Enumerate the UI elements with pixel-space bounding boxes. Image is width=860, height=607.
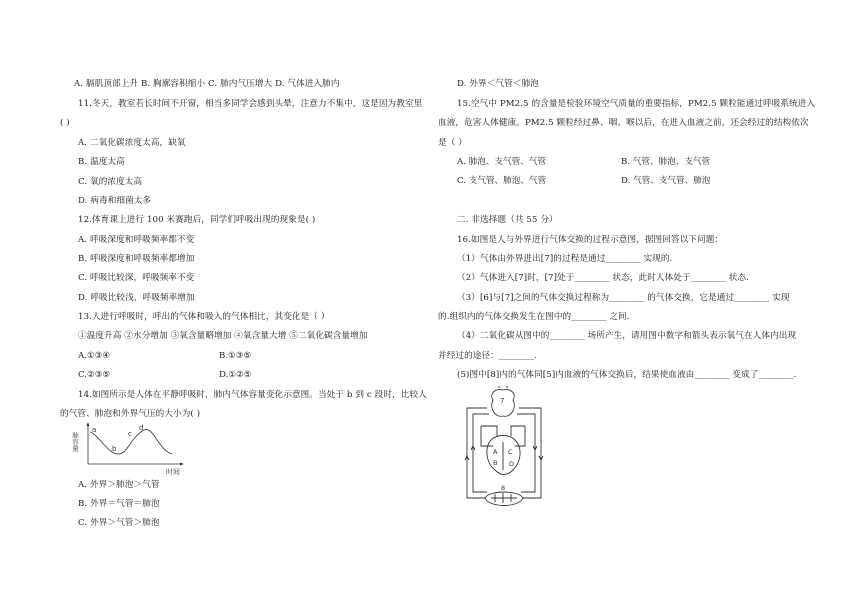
graph-ylabel: 肺容量	[71, 432, 79, 452]
label-heart-c: C	[508, 448, 513, 456]
q16-part3-cont: 的.组织内的气体交换发生在图中的________ 之间.	[438, 312, 630, 322]
q16-part4-cont: 并经过的途径：________.	[438, 351, 537, 361]
q11-option-d: D. 病毒和细菌太多	[78, 196, 152, 206]
q16-part2: （2）气体进入[7]时，[7]处于________ 状态，此时人体处于________ 状态.	[457, 273, 749, 283]
q14-stem-line2: 的气管、肺泡和外界气压的大小为( )	[60, 409, 201, 419]
q16-part3: （3）[6]与[7]之间的气体交换过程称为________ 的气体交换，它是通过________ 实现	[457, 293, 790, 303]
q11-option-a: A. 二氧化碳浓度太高，缺氧	[78, 138, 186, 148]
q16-part1: （1）气体由外界进出[7]的过程是通过________ 实现的.	[457, 254, 673, 264]
graph-point-a: a	[92, 426, 97, 434]
q10-options: A. 膈肌顶部上升 B. 胸廓容积缩小 C. 肺内气压增大 D. 气体进入肺内	[74, 79, 340, 89]
lung-volume-graph	[58, 420, 188, 478]
q16-part4: （4）二氧化碳从图中的________ 场所产生，请用图中数字和箭头表示氧气在人体内出现	[457, 331, 797, 341]
q15-stem-line3: 是（ ）	[438, 138, 467, 148]
q14-option-d: D. 外界＜气管＜肺泡	[457, 79, 539, 89]
q12-option-c: C. 呼吸比较深，呼吸频率不变	[78, 273, 195, 283]
q13-option-c: C.②③⑤	[78, 370, 111, 380]
q15-option-b: B. 气管、肺泡、支气管	[621, 157, 711, 167]
label-heart-b: B	[493, 459, 498, 467]
section-heading: 二. 非选择题（共 55 分）	[457, 215, 558, 225]
q12-option-a: A. 呼吸深度和呼吸频率都不变	[78, 235, 195, 245]
q16-part5: (5)图中[8]内的气体同[5]内血液的气体交换后，结果使血液由________ 变成了________.	[457, 370, 797, 380]
q14-option-c: C. 外界＞气管＞肺泡	[78, 518, 160, 528]
graph-point-d: d	[139, 424, 144, 432]
q13-stem: 13.人进行呼吸时，呼出的气体和吸入的气体相比，其变化是（ ）	[78, 312, 330, 322]
q15-option-d: D. 气管、支气管、肺泡	[621, 176, 711, 186]
label-heart-d: D	[509, 460, 515, 468]
q14-option-a: A. 外界＞肺泡＞气管	[78, 480, 160, 490]
q11-stem-line2: ( )	[60, 118, 70, 128]
q12-option-d: D. 呼吸比较浅，呼吸频率增加	[78, 293, 195, 303]
q15-stem-line2: 血液，危害人体健康。PM2.5 颗粒经过鼻、咽、喉以后，在进入血液之前，还会经过的结构依次	[438, 118, 809, 128]
q15-option-c: C. 支气管、肺泡、气管	[457, 176, 547, 186]
q13-option-a: A.①③④	[78, 351, 111, 361]
gas-exchange-diagram	[455, 386, 555, 520]
q14-option-b: B. 外界＝气管＝肺泡	[78, 499, 160, 509]
label-lung-7: 7	[500, 397, 505, 405]
q11-option-b: B. 温度太高	[78, 157, 125, 167]
q12-option-b: B. 呼吸深度和呼吸频率都增加	[78, 254, 195, 264]
q13-items: ①温度升高 ②水分增加 ③氧含量略增加 ④氧含量大增 ⑤二氧化碳含量增加	[78, 331, 368, 341]
label-heart-a: A	[493, 448, 498, 456]
graph-point-b: b	[112, 445, 117, 453]
q12-stem: 12.体育课上进行 100 米赛跑后，同学们呼吸出现的现象是( )	[78, 215, 316, 225]
q15-option-a: A. 肺泡、支气管、气管	[457, 157, 547, 167]
q13-option-d: D.①②⑤	[219, 370, 252, 380]
q11-stem-line1: 11.冬天，教室若长时间不开窗，相当多同学会感到头晕，注意力不集中，这是因为教室里	[78, 99, 423, 109]
graph-xlabel: 时间	[166, 468, 180, 476]
q15-stem-line1: 15.空气中 PM2.5 的含量是检验环境空气质量的重要指标，PM2.5 颗粒能通过呼吸系统进入	[457, 99, 816, 109]
graph-point-c: c	[128, 430, 132, 438]
q16-stem: 16.如图是人与外界进行气体交换的过程示意图，据图回答以下问题：	[457, 235, 724, 245]
q13-option-b: B.①③⑤	[219, 351, 252, 361]
label-tissue-8: 8	[501, 484, 506, 492]
q14-stem-line1: 14.如图所示是人体在平静呼吸时，肺内气体容量变化示意图。当处于 b 到 c 段时，比较人	[78, 390, 427, 400]
q11-option-c: C. 氧的浓度太高	[78, 177, 143, 187]
